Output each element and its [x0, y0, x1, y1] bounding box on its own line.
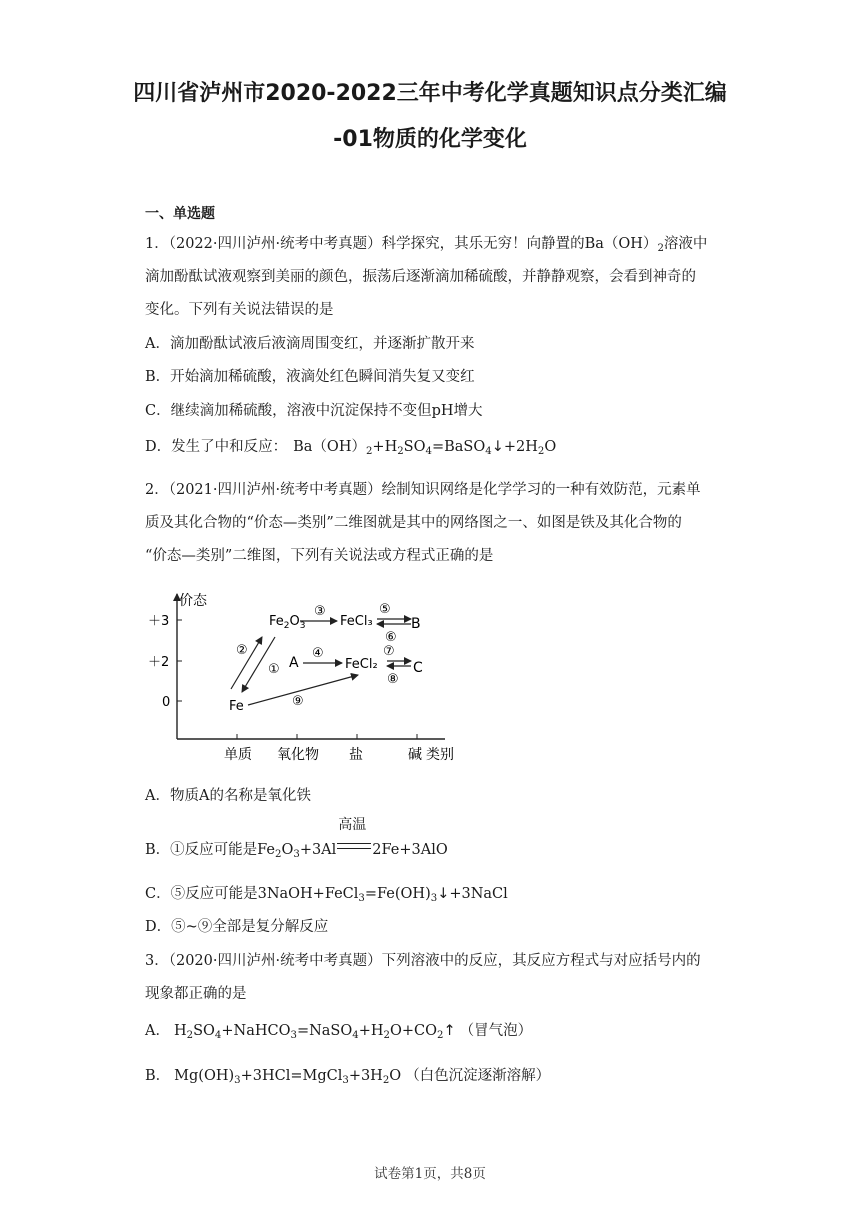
q1-stem-line1: 1．（2022·四川泸州·统考中考真题）科学探究，其乐无穷！向静置的$Ba(OH)_2$溶液中	[145, 236, 708, 254]
label-9: ⑨	[292, 694, 304, 709]
y-tick-plus2: ＋2	[148, 655, 170, 670]
label-7: ⑦	[383, 644, 395, 659]
node-b: B	[411, 616, 421, 632]
document-title-line1: 四川省泸州市2020-2022三年中考化学真题知识点分类汇编	[133, 81, 727, 106]
node-fecl3: FeCl₃	[340, 614, 373, 629]
y-tick-zero: 0	[162, 695, 171, 710]
q2-option-d: D．⑤~⑨全部是复分解反应	[145, 919, 329, 935]
y-tick-plus3: ＋3	[148, 614, 170, 629]
node-c: C	[413, 660, 423, 676]
q2-stem-line2: 质及其化合物的“价态—类别”二维图就是其中的网络图之一、如图是铁及其化合物的	[145, 515, 682, 531]
q2-option-a: A．物质A的名称是氧化铁	[145, 788, 311, 804]
q1-option-c: C．继续滴加稀硫酸，溶液中沉淀保持不变但pH增大	[145, 403, 483, 419]
q3-option-b: B． $Mg(OH)_3+3HCl=MgCl_3+3H_2O$ （白色沉淀逐渐溶解）	[145, 1068, 551, 1086]
q3-stem-line1: 3．（2020·四川泸州·统考中考真题）下列溶液中的反应，其反应方程式与对应括号内的	[145, 953, 701, 969]
q1-stem-line3: 变化。下列有关说法错误的是	[145, 302, 334, 318]
iron-valence-category-diagram	[140, 584, 470, 769]
page-footer: 试卷第1页，共8页	[374, 1166, 486, 1182]
node-fecl2: FeCl₂	[345, 657, 378, 672]
x-axis-label: 类别	[426, 747, 454, 763]
label-2: ②	[236, 643, 248, 658]
label-1: ①	[268, 662, 280, 677]
q1-stem-line2: 滴加酚酞试液观察到美丽的颜色，振荡后逐渐滴加稀硫酸，并静静观察，会看到神奇的	[145, 269, 696, 285]
x-tick-salt: 盐	[349, 747, 363, 763]
node-a: A	[289, 655, 299, 671]
label-4: ④	[312, 646, 324, 661]
q1-option-b: B．开始滴加稀硫酸，液滴处红色瞬间消失复又变红	[145, 369, 475, 385]
q2-stem-line3: “价态—类别”二维图，下列有关说法或方程式正确的是	[145, 548, 494, 564]
label-3: ③	[314, 604, 326, 619]
x-tick-oxide: 氧化物	[277, 747, 319, 763]
q1-option-d: D．发生了中和反应： $Ba(OH)_2+H_2SO_4=BaSO_4↓+2H_2O$	[145, 439, 557, 457]
reaction-condition: 高温	[336, 834, 372, 854]
node-fe: Fe	[229, 699, 244, 714]
label-5: ⑤	[379, 602, 391, 617]
q1-option-a: A．滴加酚酞试液后液滴周围变红，并逐渐扩散开来	[145, 336, 475, 352]
x-tick-element: 单质	[224, 747, 252, 763]
q3-option-a: A． $H_2SO_4+NaHCO_3=NaSO_4+H_2O+CO_2↑$ （冒气泡）	[145, 1023, 533, 1041]
document-title-line2: -01物质的化学变化	[333, 127, 527, 152]
q2-option-c: C．⑤反应可能是$3NaOH+FeCl_3=Fe(OH)_3↓+3NaCl$	[145, 886, 508, 904]
q3-stem-line2: 现象都正确的是	[145, 986, 247, 1002]
label-6: ⑥	[385, 630, 397, 645]
q2-stem-line1: 2．（2021·四川泸州·统考中考真题）绘制知识网络是化学学习的一种有效防范，元素单	[145, 482, 701, 498]
q2-option-b: B．①反应可能是$Fe_2O_3+3Al$ 高温 2Fe+3AlO	[145, 817, 448, 860]
section-heading: 一、单选题	[145, 206, 215, 222]
node-fe2o3: $Fe_2O_3$	[269, 614, 306, 631]
x-tick-base: 碱	[408, 747, 422, 763]
y-axis-label: 价态	[179, 593, 207, 609]
label-8: ⑧	[387, 672, 399, 687]
